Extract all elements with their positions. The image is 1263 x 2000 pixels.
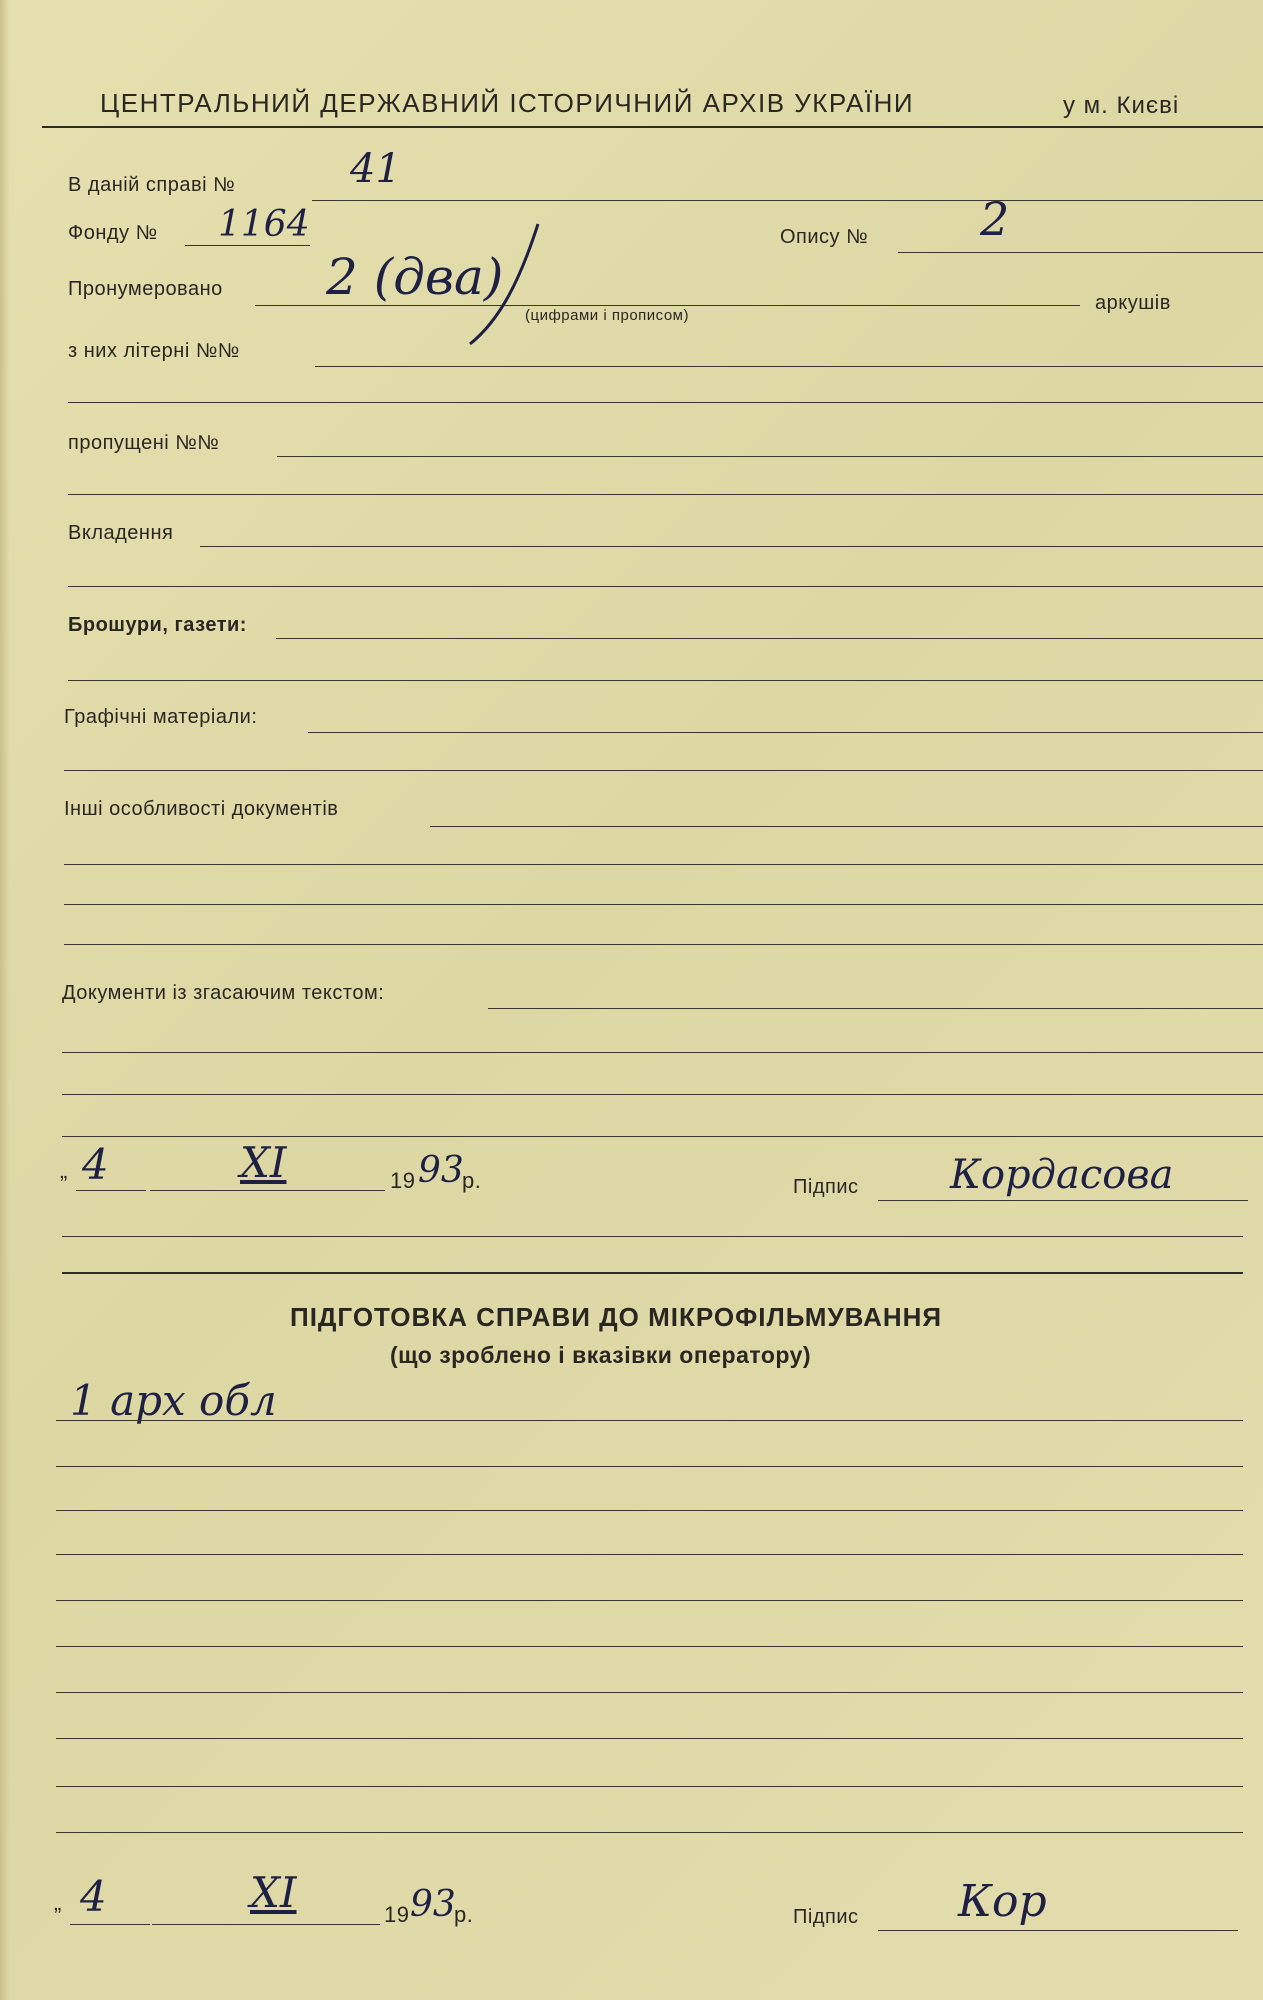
letter-nos-line (315, 366, 1263, 367)
signature2-line (878, 1930, 1238, 1931)
fond-no-label: Фонду № (68, 222, 158, 244)
graphics-label: Графічні матеріали: (64, 706, 258, 728)
date2-year-suffix: р. (454, 1902, 474, 1927)
microfilm-line-8 (56, 1738, 1243, 1739)
date1-quote: „ (60, 1158, 68, 1183)
skipped-nos-line-2 (68, 494, 1263, 495)
brochures-label: Брошури, газети: (68, 614, 247, 636)
signature2-label: Підпис (793, 1906, 859, 1928)
letter-nos-line-2 (68, 402, 1263, 403)
microfilm-line-5 (56, 1600, 1243, 1601)
graphics-line (308, 732, 1263, 733)
other-features-line-2 (64, 864, 1263, 865)
signature1-line (878, 1200, 1248, 1201)
numbered-value: 2 (два) (326, 248, 504, 306)
brochures-line (276, 638, 1263, 639)
case-no-line (312, 200, 1263, 201)
case-no-value: 41 (350, 146, 401, 192)
attachments-label: Вкладення (68, 522, 174, 544)
archive-title: ЦЕНТРАЛЬНИЙ ДЕРЖАВНИЙ ІСТОРИЧНИЙ АРХІВ УКРАЇНИ (100, 88, 915, 118)
header-rule (42, 126, 1263, 128)
microfilm-subtitle: (що зроблено і вказівки оператору) (390, 1342, 812, 1368)
date2-month: XI (250, 1868, 297, 1917)
date1-month: XI (240, 1138, 287, 1187)
brochures-line-2 (68, 680, 1263, 681)
microfilm-line-2 (56, 1466, 1243, 1467)
divider-line-1 (62, 1236, 1243, 1237)
skipped-nos-line (277, 456, 1263, 457)
other-features-label: Інші особливості документів (64, 798, 339, 820)
opys-no-label: Опису № (780, 226, 869, 248)
fond-no-value: 1164 (218, 204, 310, 245)
faded-docs-line (488, 1008, 1263, 1009)
faded-docs-line-3 (62, 1094, 1263, 1095)
numbered-label: Пронумеровано (68, 278, 223, 300)
archive-city: у м. Києві (1063, 92, 1180, 119)
skipped-nos-label: пропущені №№ (68, 432, 220, 454)
opys-no-line (898, 252, 1263, 253)
microfilm-line-6 (56, 1646, 1243, 1647)
microfilm-note: 1 арх обл (70, 1376, 277, 1425)
graphics-line-2 (64, 770, 1263, 771)
microfilm-title: ПІДГОТОВКА СПРАВИ ДО МІКРОФІЛЬМУВАННЯ (290, 1302, 943, 1332)
other-features-line-4 (64, 944, 1263, 945)
date1-year: 93 (418, 1150, 464, 1191)
date2-month-line (152, 1924, 380, 1925)
microfilm-line-1 (56, 1420, 1243, 1421)
microfilm-line-4 (56, 1554, 1243, 1555)
date2-year-prefix: 19 (384, 1902, 410, 1927)
date1-year-prefix: 19 (390, 1168, 416, 1193)
signature1-label: Підпис (793, 1176, 859, 1198)
fond-no-line (185, 245, 310, 246)
faded-docs-label: Документи із згасаючим текстом: (62, 982, 385, 1004)
signature1-value: Кордасова (950, 1152, 1174, 1198)
date2-year: 93 (410, 1884, 456, 1925)
microfilm-line-10 (56, 1832, 1243, 1833)
other-features-line (430, 826, 1263, 827)
faded-docs-line-2 (62, 1052, 1263, 1053)
date2-quote: „ (54, 1890, 62, 1915)
date2-day-line (70, 1924, 150, 1925)
date1-day: 4 (82, 1140, 109, 1189)
opys-no-value: 2 (980, 192, 1010, 246)
other-features-line-3 (64, 904, 1263, 905)
case-no-label: В даній справі № (68, 174, 236, 196)
signature2-value: Кор (958, 1876, 1047, 1927)
date1-month-line (150, 1190, 385, 1191)
section-divider (62, 1272, 1243, 1274)
numbered-slash-stroke (460, 220, 550, 350)
letter-nos-label: з них літерні №№ (68, 340, 240, 362)
microfilm-line-9 (56, 1786, 1243, 1787)
microfilm-line-3 (56, 1510, 1243, 1511)
date2-day: 4 (80, 1872, 107, 1921)
date1-day-line (76, 1190, 146, 1191)
numbered-hint: (цифрами і прописом) (525, 307, 689, 324)
date1-year-suffix: р. (462, 1168, 482, 1193)
paper-edge-shadow (0, 0, 10, 2000)
faded-docs-line-4 (62, 1136, 1263, 1137)
attachments-line-2 (68, 586, 1263, 587)
sheets-label: аркушів (1095, 292, 1171, 314)
microfilm-line-7 (56, 1692, 1243, 1693)
attachments-line (200, 546, 1263, 547)
